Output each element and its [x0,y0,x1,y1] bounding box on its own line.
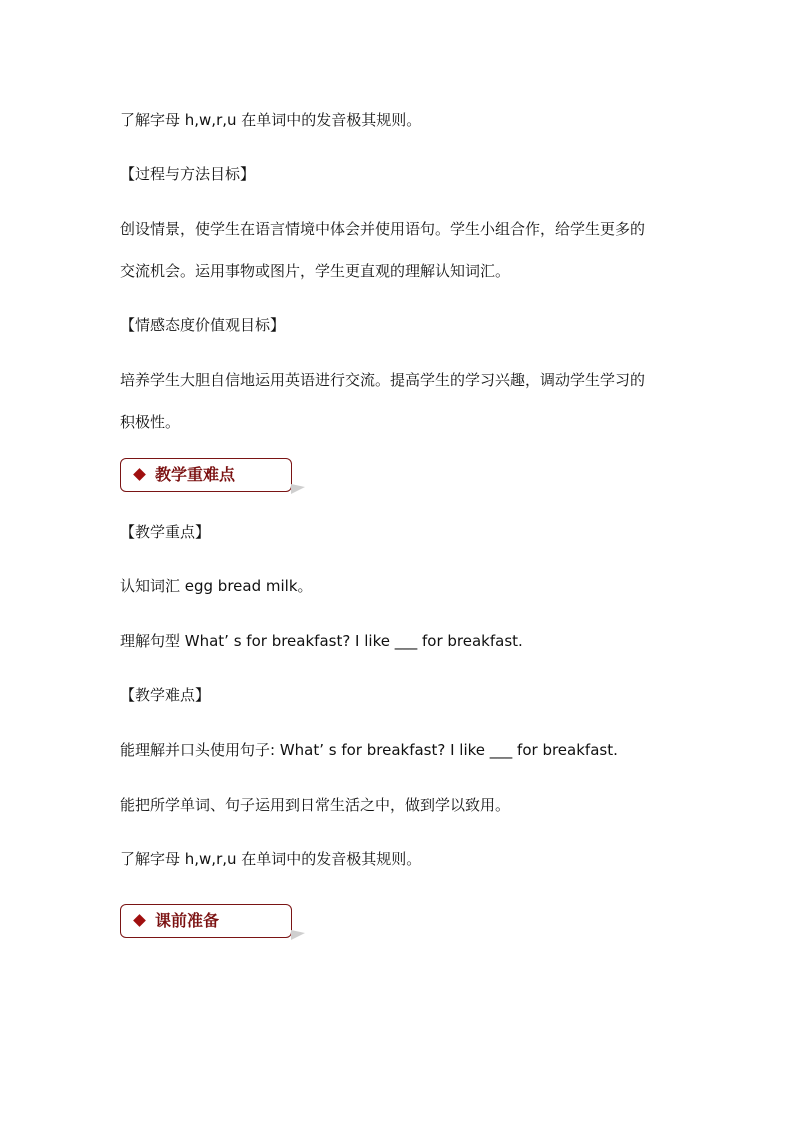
paragraph-emotion-line-2: 积极性。 [120,413,181,431]
section-label-emotion-values: 【情感态度价值观目标】 [120,316,286,334]
paragraph-sentence-pattern: 理解句型 What’ s for breakfast? I like ___ for breakfast. [120,632,523,650]
heading-shadow-icon [291,484,305,494]
heading-key-points-text: 教学重难点 [155,465,236,484]
paragraph-oral-use: 能理解并口头使用句子: What’ s for breakfast? I like ___ for breakfast. [120,741,618,759]
paragraph-process-line-2: 交流机会。运用事物或图片，学生更直观的理解认知词汇。 [120,262,511,280]
heading-key-points [120,458,292,492]
diamond-bullet-icon [133,914,146,927]
section-label-process-method: 【过程与方法目标】 [120,165,256,183]
diamond-bullet-icon [133,468,146,481]
paragraph-letter-rules-2: 了解字母 h,w,r,u 在单词中的发音极其规则。 [120,850,422,868]
paragraph-process-line-1: 创设情景，使学生在语言情境中体会并使用语句。学生小组合作，给学生更多的 [120,220,646,238]
paragraph-letter-rules: 了解字母 h,w,r,u 在单词中的发音极其规则。 [120,111,422,129]
paragraph-emotion-line-1: 培养学生大胆自信地运用英语进行交流。提高学生的学习兴趣，调动学生学习的 [120,371,646,389]
paragraph-vocabulary: 认知词汇 egg bread milk。 [120,577,313,595]
section-label-difficulties: 【教学难点】 [120,686,211,704]
heading-preparation-text: 课前准备 [155,911,220,930]
paragraph-daily-application: 能把所学单词、句子运用到日常生活之中，做到学以致用。 [120,796,511,814]
section-label-key-points: 【教学重点】 [120,523,211,541]
heading-shadow-icon [291,930,305,940]
heading-preparation [120,904,292,938]
